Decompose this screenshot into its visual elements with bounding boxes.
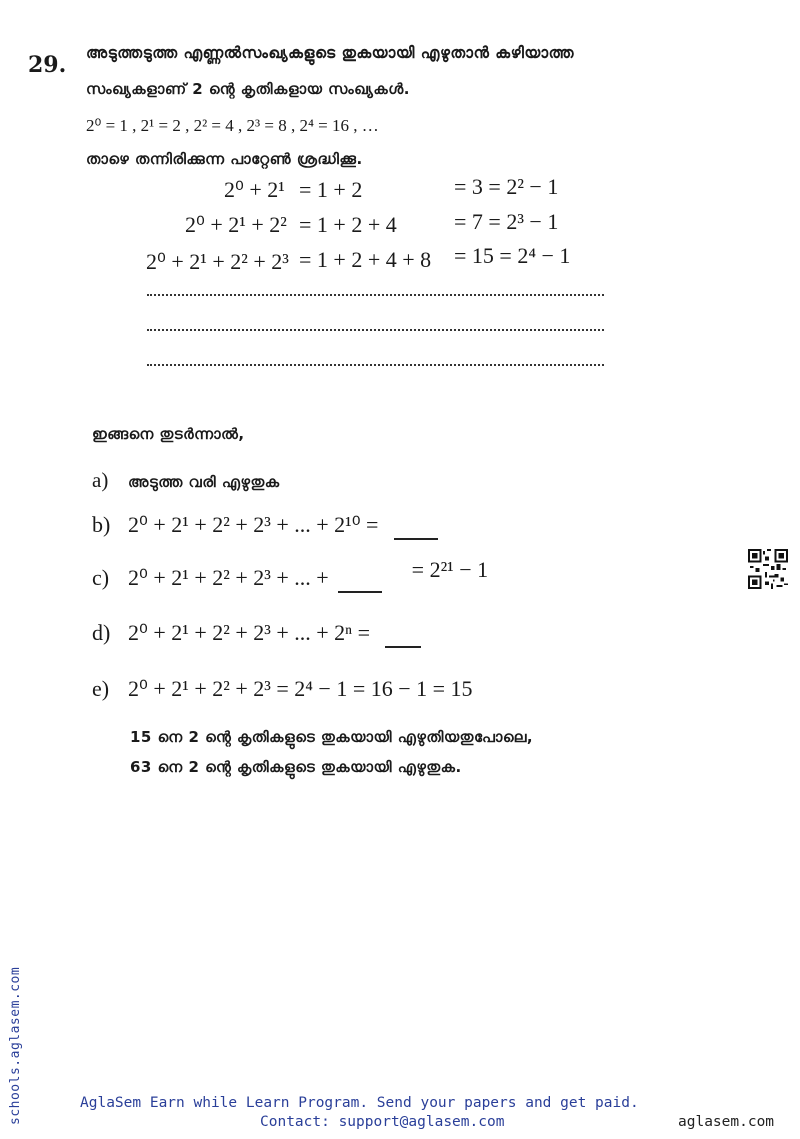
pattern-row-2-sum: = 1 + 2 + 4	[299, 212, 397, 237]
part-e	[92, 676, 473, 702]
part-e-label: e)	[92, 676, 110, 701]
part-c-blank	[338, 565, 382, 593]
answer-dotted-line-2	[147, 329, 604, 331]
part-e-expression: 2⁰ + 2¹ + 2² + 2³ = 2⁴ − 1 = 16 − 1 = 15	[128, 676, 473, 701]
part-e-note-1: 15 നെ 2 ന്റെ കൃതികളുടെ തുകയായി എഴുതിയതുപോലെ,	[130, 728, 534, 746]
pattern-row-2-lhs: 2⁰ + 2¹ + 2²	[185, 212, 287, 237]
powers-line: 2⁰ = 1 , 2¹ = 2 , 2² = 4 , 2³ = 8 , 2⁴ = 16 , …	[86, 116, 379, 135]
part-d-label: d)	[92, 620, 111, 645]
part-c-label: c)	[92, 565, 110, 590]
part-b	[92, 512, 438, 540]
side-watermark: schools.aglasem.com	[8, 966, 23, 1125]
part-a	[92, 468, 280, 493]
pattern-row-1-sum: = 1 + 2	[299, 177, 363, 202]
intro-line-1: അടുത്തടുത്ത എണ്ണൽസംഖ്യകളുടെ തുകയായി എഴുതാൻ കഴിയാത്ത	[86, 44, 574, 62]
pattern-row-3-lhs: 2⁰ + 2¹ + 2² + 2³	[146, 249, 289, 274]
pattern-row-1-lhs: 2⁰ + 2¹	[224, 177, 285, 202]
part-c-expression: 2⁰ + 2¹ + 2² + 2³ + ... +	[128, 565, 329, 590]
pattern-prompt: താഴെ തന്നിരിക്കുന്ന പാറ്റേൺ ശ്രദ്ധിക്കൂ.	[86, 150, 363, 168]
pattern-row-1-rhs: = 3 = 2² − 1	[454, 174, 559, 199]
answer-dotted-line-3	[147, 364, 604, 366]
answer-dotted-line-1	[147, 294, 604, 296]
continue-text: ഇങ്ങനെ തുടർന്നാൽ,	[92, 425, 245, 443]
part-d-blank	[385, 620, 421, 648]
pattern-row-3-rhs: = 15 = 2⁴ − 1	[454, 243, 571, 268]
pattern-row-2-rhs: = 7 = 2³ − 1	[454, 209, 559, 234]
part-d-expression: 2⁰ + 2¹ + 2² + 2³ + ... + 2ⁿ =	[128, 620, 370, 645]
question-number: 29.	[28, 52, 67, 78]
pattern-row-3-sum: = 1 + 2 + 4 + 8	[299, 247, 432, 272]
footer-site[interactable]: aglasem.com	[678, 1114, 775, 1130]
part-d	[92, 620, 421, 648]
part-b-label: b)	[92, 512, 111, 537]
footer-contact[interactable]: Contact: support@aglasem.com	[260, 1114, 505, 1130]
footer-line-1: AglaSem Earn while Learn Program. Send your papers and get paid.	[80, 1095, 639, 1111]
part-e-note-2: 63 നെ 2 ന്റെ കൃതികളുടെ തുകയായി എഴുതുക.	[130, 758, 462, 776]
part-b-expression: 2⁰ + 2¹ + 2² + 2³ + ... + 2¹⁰ =	[128, 512, 379, 537]
part-a-label: a)	[92, 468, 109, 492]
part-c	[92, 557, 489, 593]
qr-code-icon	[748, 549, 788, 589]
part-c-rhs: = 2²¹ − 1	[411, 557, 489, 582]
part-a-text: അടുത്ത വരി എഴുതുക	[128, 473, 280, 491]
part-b-blank	[394, 512, 438, 540]
intro-line-2: സംഖ്യകളാണ് 2 ന്റെ കൃതികളായ സംഖ്യകൾ.	[86, 80, 410, 98]
